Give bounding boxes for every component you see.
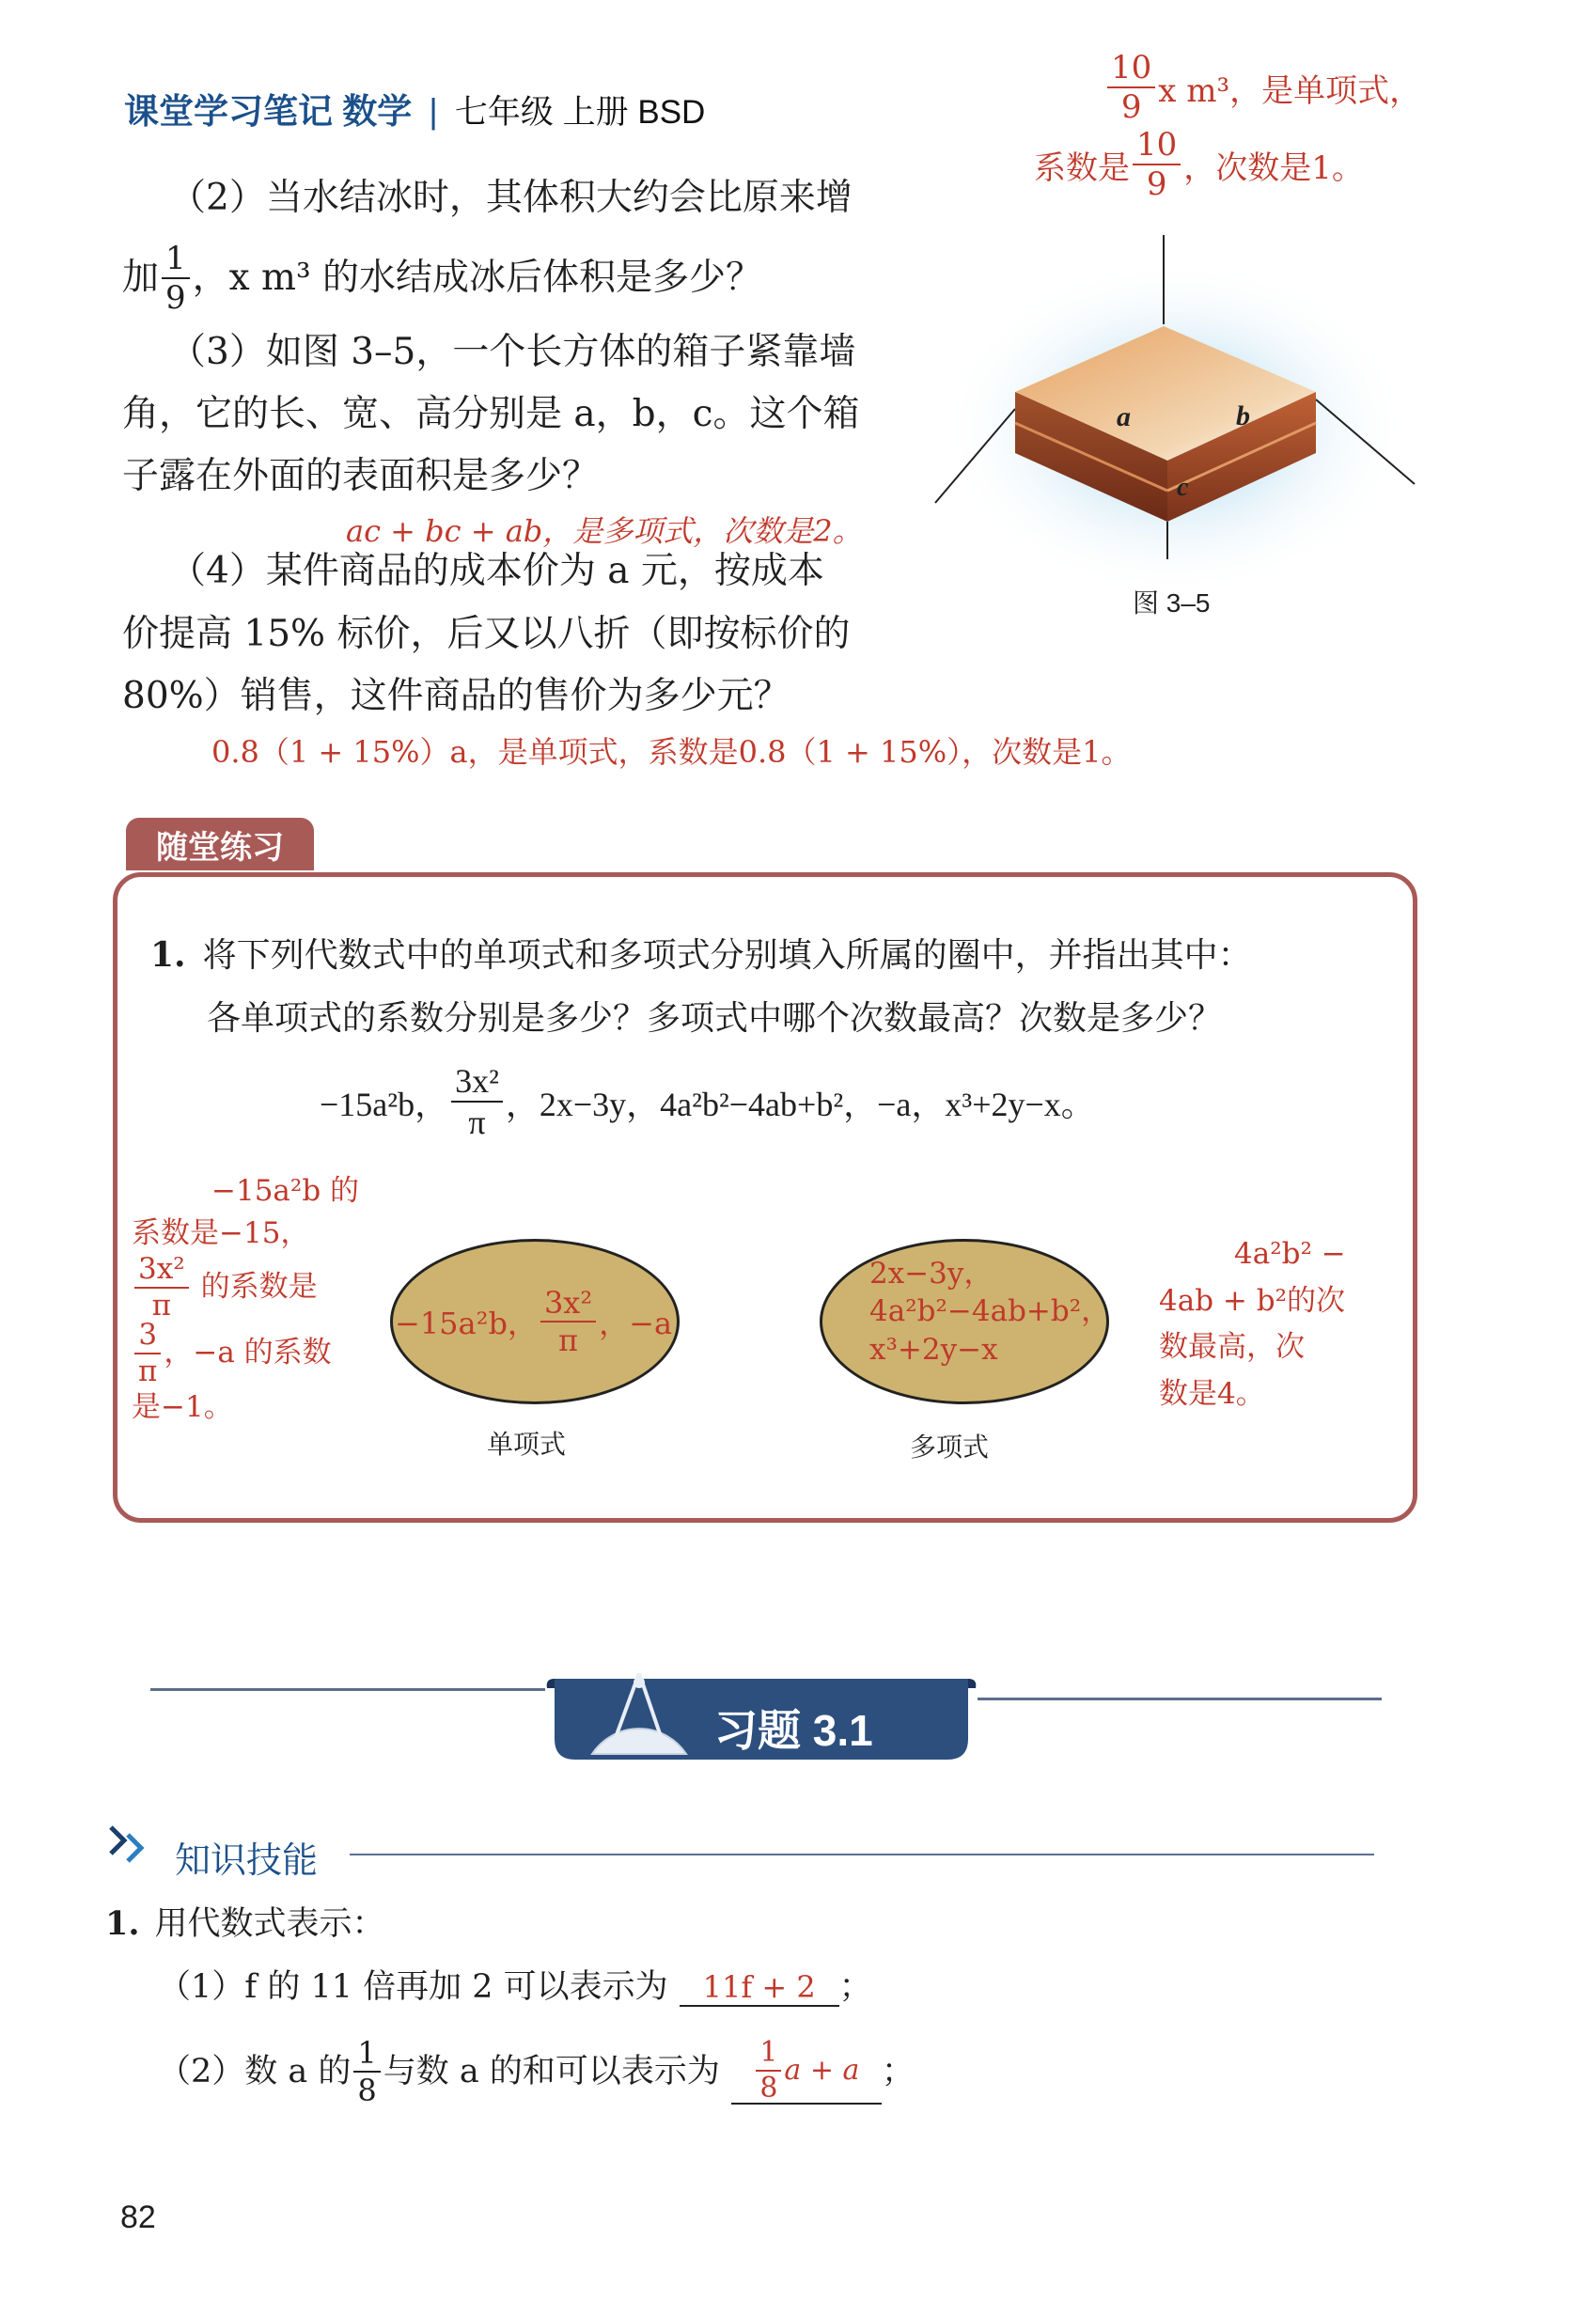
question-2-line1: （2）当水结冰时，其体积大约会比原来增: [169, 177, 853, 219]
question-4-line1: （4）某件商品的成本价为 a 元，按成本: [169, 550, 824, 592]
book-subtitle: 七年级 上册 BSD: [454, 94, 706, 131]
exercise-q1-part2: （2）数 a 的 $\frac{1}{8}$ 与数 a 的和可以表示为 $\frac{1}{8}$ a + a ；: [158, 2035, 915, 2108]
answer-3: ac + bc + ab，是多项式，次数是2。: [346, 513, 863, 549]
monomial-items: −15a²b， $\frac{\text{3x²}}{\pi}$ ，−a: [395, 1285, 673, 1358]
question-2-line2: 加 $\frac{1}{9}$ ，x m³ 的水结成冰后体积是多少？: [122, 240, 763, 317]
chevron-double-icon: [105, 1822, 152, 1872]
question-4-line2: 价提高 15% 标价，后又以八折（即按标价的: [122, 613, 851, 655]
book-title: 课堂学习笔记 数学: [124, 92, 413, 131]
question-4-line3: 80%）销售，这件商品的售价为多少元？: [122, 675, 790, 717]
expression-list: −15a²b， $\frac{\text{3x²}}{\pi}$ ，2x−3y，4a²b²−4ab+b²，−a，x³+2y−x。: [320, 1062, 1095, 1141]
practice-tab: [115, 808, 331, 872]
exercise-q1-part1: （1）f 的 11 倍再加 2 可以表示为 11f + 2 ；: [158, 1968, 872, 2006]
answer-4: 0.8（1 + 15%）a，是单项式，系数是0.8（1 + 15%），次数是1。: [211, 734, 1132, 770]
label-a: a: [1117, 401, 1131, 432]
polynomial-items: 2x−3y， 4a²b²−4ab+b²， x³+2y−x: [869, 1257, 1111, 1367]
annotation-highest-degree: 4a²b² − 4ab + b²的次 数最高，次 数是4。: [1159, 1237, 1346, 1411]
page-header: [124, 83, 705, 133]
figure-3-5: [921, 235, 1447, 630]
banner-rule-left: [150, 1688, 545, 1691]
practice-tab-label: 随堂练习: [126, 818, 314, 870]
answer-blank-2: $\frac{1}{8}$ a + a: [731, 2039, 882, 2105]
exercise-banner-title: 习题 3.1: [714, 1706, 873, 1755]
section-title: 知识技能: [175, 1841, 319, 1881]
question-3-line2: 角，它的长、宽、高分别是 a，b，c。这个箱: [122, 393, 860, 435]
practice-q1-line1: 1. 将下列代数式中的单项式和多项式分别填入所属的圈中，并指出其中：: [150, 935, 1252, 975]
figure-caption: 图 3–5: [1133, 588, 1211, 618]
annotation-monomial-coefficients: −15a²b 的 系数是−15， $\frac{\text{3x²}}{\pi}$ 的系数是 $\frac{3}{\pi}$ ，−a 的系数 是−1。: [132, 1174, 360, 1424]
monomial-label: 单项式: [487, 1429, 567, 1460]
answer-blank-1: 11f + 2: [680, 1969, 839, 2007]
polynomial-label: 多项式: [910, 1432, 990, 1463]
exercise-q1: 1. 用代数式表示：: [105, 1904, 385, 1943]
label-b: b: [1236, 400, 1250, 431]
header-separator: |: [429, 92, 438, 131]
box-corner-illustration: [921, 235, 1447, 630]
practice-q1-line2: 各单项式的系数分别是多少？多项式中哪个次数最高？次数是多少？: [207, 999, 1223, 1038]
section-rule: [350, 1854, 1374, 1855]
annotation-q2: $\frac{10}{9}$ x m³，是单项式， 系数是 $\frac{10}{9}$ ，次数是1。: [1034, 49, 1422, 203]
banner-rule-right: [978, 1698, 1382, 1700]
label-c: c: [1177, 473, 1189, 502]
question-3-line1: （3）如图 3–5，一个长方体的箱子紧靠墙: [169, 331, 856, 373]
question-3-line3: 子露在外面的表面积是多少？: [122, 455, 600, 497]
page-number: 82: [120, 2199, 156, 2235]
